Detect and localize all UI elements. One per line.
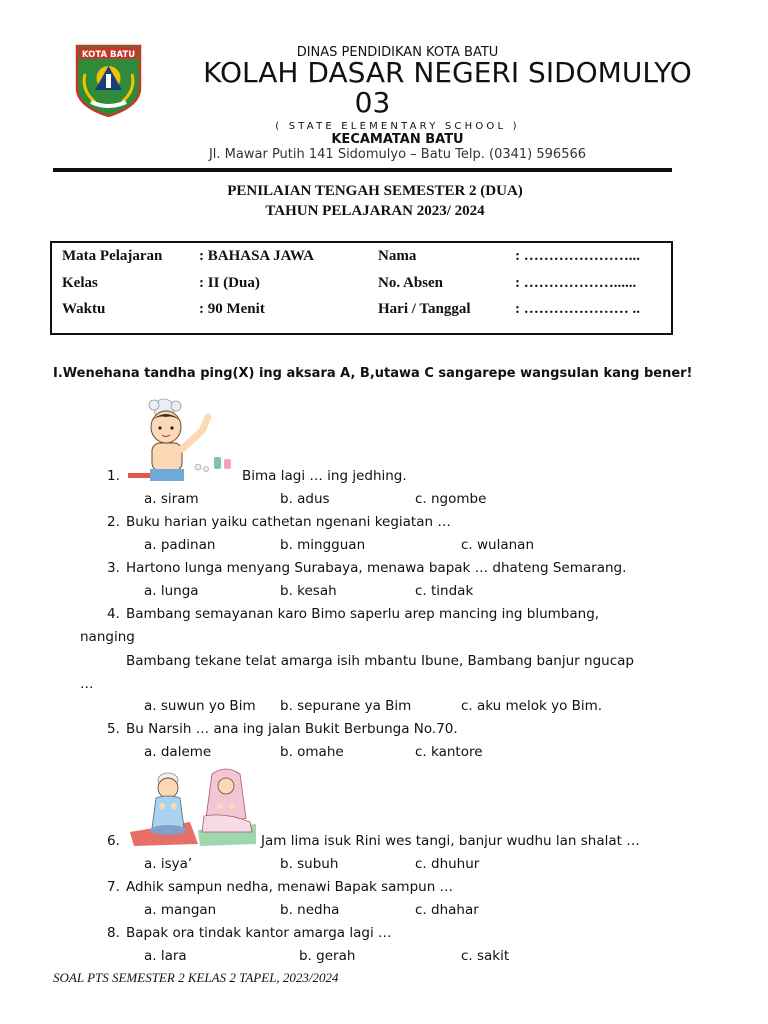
- q4-option-a[interactable]: a. suwun yo Bim: [144, 698, 256, 714]
- q1-option-a[interactable]: a. siram: [144, 491, 199, 507]
- q1-text: Bima lagi … ing jedhing.: [242, 468, 407, 484]
- q7-text: Adhik sampun nedha, menawi Bapak sampun …: [126, 879, 454, 895]
- q4-text-line4: …: [80, 676, 94, 692]
- time-value: : 90 Menit: [199, 301, 265, 317]
- state-label: ( STATE ELEMENTARY SCHOOL ): [275, 121, 520, 132]
- q4-option-b[interactable]: b. sepurane ya Bim: [280, 698, 412, 714]
- absen-label: No. Absen: [378, 275, 444, 291]
- school-name: [140, 58, 695, 118]
- class-value: : II (Dua): [199, 275, 260, 291]
- subject-label: Mata Pelajaran: [62, 248, 163, 264]
- school-name-line1: KOLAH DASAR NEGERI SIDOMULYO: [203, 56, 692, 89]
- page-footer: SOAL PTS SEMESTER 2 KELAS 2 TAPEL, 2023/2024: [53, 970, 339, 985]
- school-name-line2: 03: [354, 86, 391, 119]
- boy-bathing-illustration: [128, 397, 238, 483]
- q6-option-a[interactable]: a. isya’: [144, 856, 193, 872]
- exam-title-line2: TAHUN PELAJARAN 2023/ 2024: [265, 203, 485, 219]
- q7-option-a[interactable]: a. mangan: [144, 902, 217, 918]
- kecamatan: KECAMATAN BATU: [331, 132, 464, 147]
- q8-option-a[interactable]: a. lara: [144, 948, 187, 964]
- student-info-box: [50, 241, 673, 335]
- absen-field[interactable]: : ………………......: [515, 275, 637, 291]
- q2-option-c[interactable]: c. wulanan: [461, 537, 535, 553]
- q4-text-line3: Bambang tekane telat amarga isih mbantu Ibune, Bambang banjur ngucap: [126, 653, 634, 669]
- q3-text: Hartono lunga menyang Surabaya, menawa bapak … dhateng Semarang.: [126, 560, 627, 576]
- header-divider: [53, 168, 672, 172]
- q8-option-b[interactable]: b. gerah: [299, 948, 356, 964]
- q2-number: 2.: [107, 514, 120, 530]
- q5-number: 5.: [107, 721, 120, 737]
- q4-text-line1: Bambang semayanan karo Bimo saperlu arep mancing ing blumbang,: [126, 606, 600, 622]
- q2-option-a[interactable]: a. padinan: [144, 537, 216, 553]
- q4-option-c[interactable]: c. aku melok yo Bim.: [461, 698, 603, 714]
- subject-value: : BAHASA JAWA: [199, 248, 315, 264]
- exam-title: [100, 181, 650, 221]
- q4-number: 4.: [107, 606, 120, 622]
- exam-title-line1: PENILAIAN TENGAH SEMESTER 2 (DUA): [227, 183, 523, 199]
- section-instruction: I.Wenehana tandha ping(X) ing aksara A, B,utawa C sangarepe wangsulan kang bener!: [53, 366, 693, 381]
- q2-option-b[interactable]: b. mingguan: [280, 537, 366, 553]
- dinas-name: DINAS PENDIDIKAN KOTA BATU: [296, 45, 499, 60]
- name-label: Nama: [378, 248, 417, 264]
- q5-option-a[interactable]: a. daleme: [144, 744, 212, 760]
- time-label: Waktu: [62, 301, 106, 317]
- class-label: Kelas: [62, 275, 98, 291]
- q6-text: Jam lima isuk Rini wes tangi, banjur wudhu lan shalat …: [261, 833, 640, 849]
- q5-option-c[interactable]: c. kantore: [415, 744, 483, 760]
- q6-option-b[interactable]: b. subuh: [280, 856, 339, 872]
- address: Jl. Mawar Putih 141 Sidomulyo – Batu Telp. (0341) 596566: [208, 147, 587, 162]
- q7-option-b[interactable]: b. nedha: [280, 902, 340, 918]
- name-field[interactable]: : …………………...: [515, 248, 640, 264]
- q1-number: 1.: [107, 468, 120, 484]
- q7-number: 7.: [107, 879, 120, 895]
- svg-text:KOTA BATU: KOTA BATU: [81, 50, 136, 60]
- q4-text-line2: nanging: [80, 629, 135, 645]
- q1-option-b[interactable]: b. adus: [280, 491, 330, 507]
- date-field[interactable]: : ………………… ..: [515, 301, 640, 317]
- q3-number: 3.: [107, 560, 120, 576]
- q3-option-b[interactable]: b. kesah: [280, 583, 337, 599]
- q6-option-c[interactable]: c. dhuhur: [415, 856, 480, 872]
- q5-option-b[interactable]: b. omahe: [280, 744, 344, 760]
- q3-option-c[interactable]: c. tindak: [415, 583, 474, 599]
- q6-number: 6.: [107, 833, 120, 849]
- q8-text: Bapak ora tindak kantor amarga lagi …: [126, 925, 392, 941]
- children-praying-illustration: [128, 766, 258, 848]
- q8-number: 8.: [107, 925, 120, 941]
- q7-option-c[interactable]: c. dhahar: [415, 902, 479, 918]
- q1-option-c[interactable]: c. ngombe: [415, 491, 487, 507]
- q2-text: Buku harian yaiku cathetan ngenani kegiatan …: [126, 514, 451, 530]
- q8-option-c[interactable]: c. sakit: [461, 948, 510, 964]
- q3-option-a[interactable]: a. lunga: [144, 583, 199, 599]
- date-label: Hari / Tanggal: [378, 301, 471, 317]
- q5-text: Bu Narsih … ana ing jalan Bukit Berbunga No.70.: [126, 721, 458, 737]
